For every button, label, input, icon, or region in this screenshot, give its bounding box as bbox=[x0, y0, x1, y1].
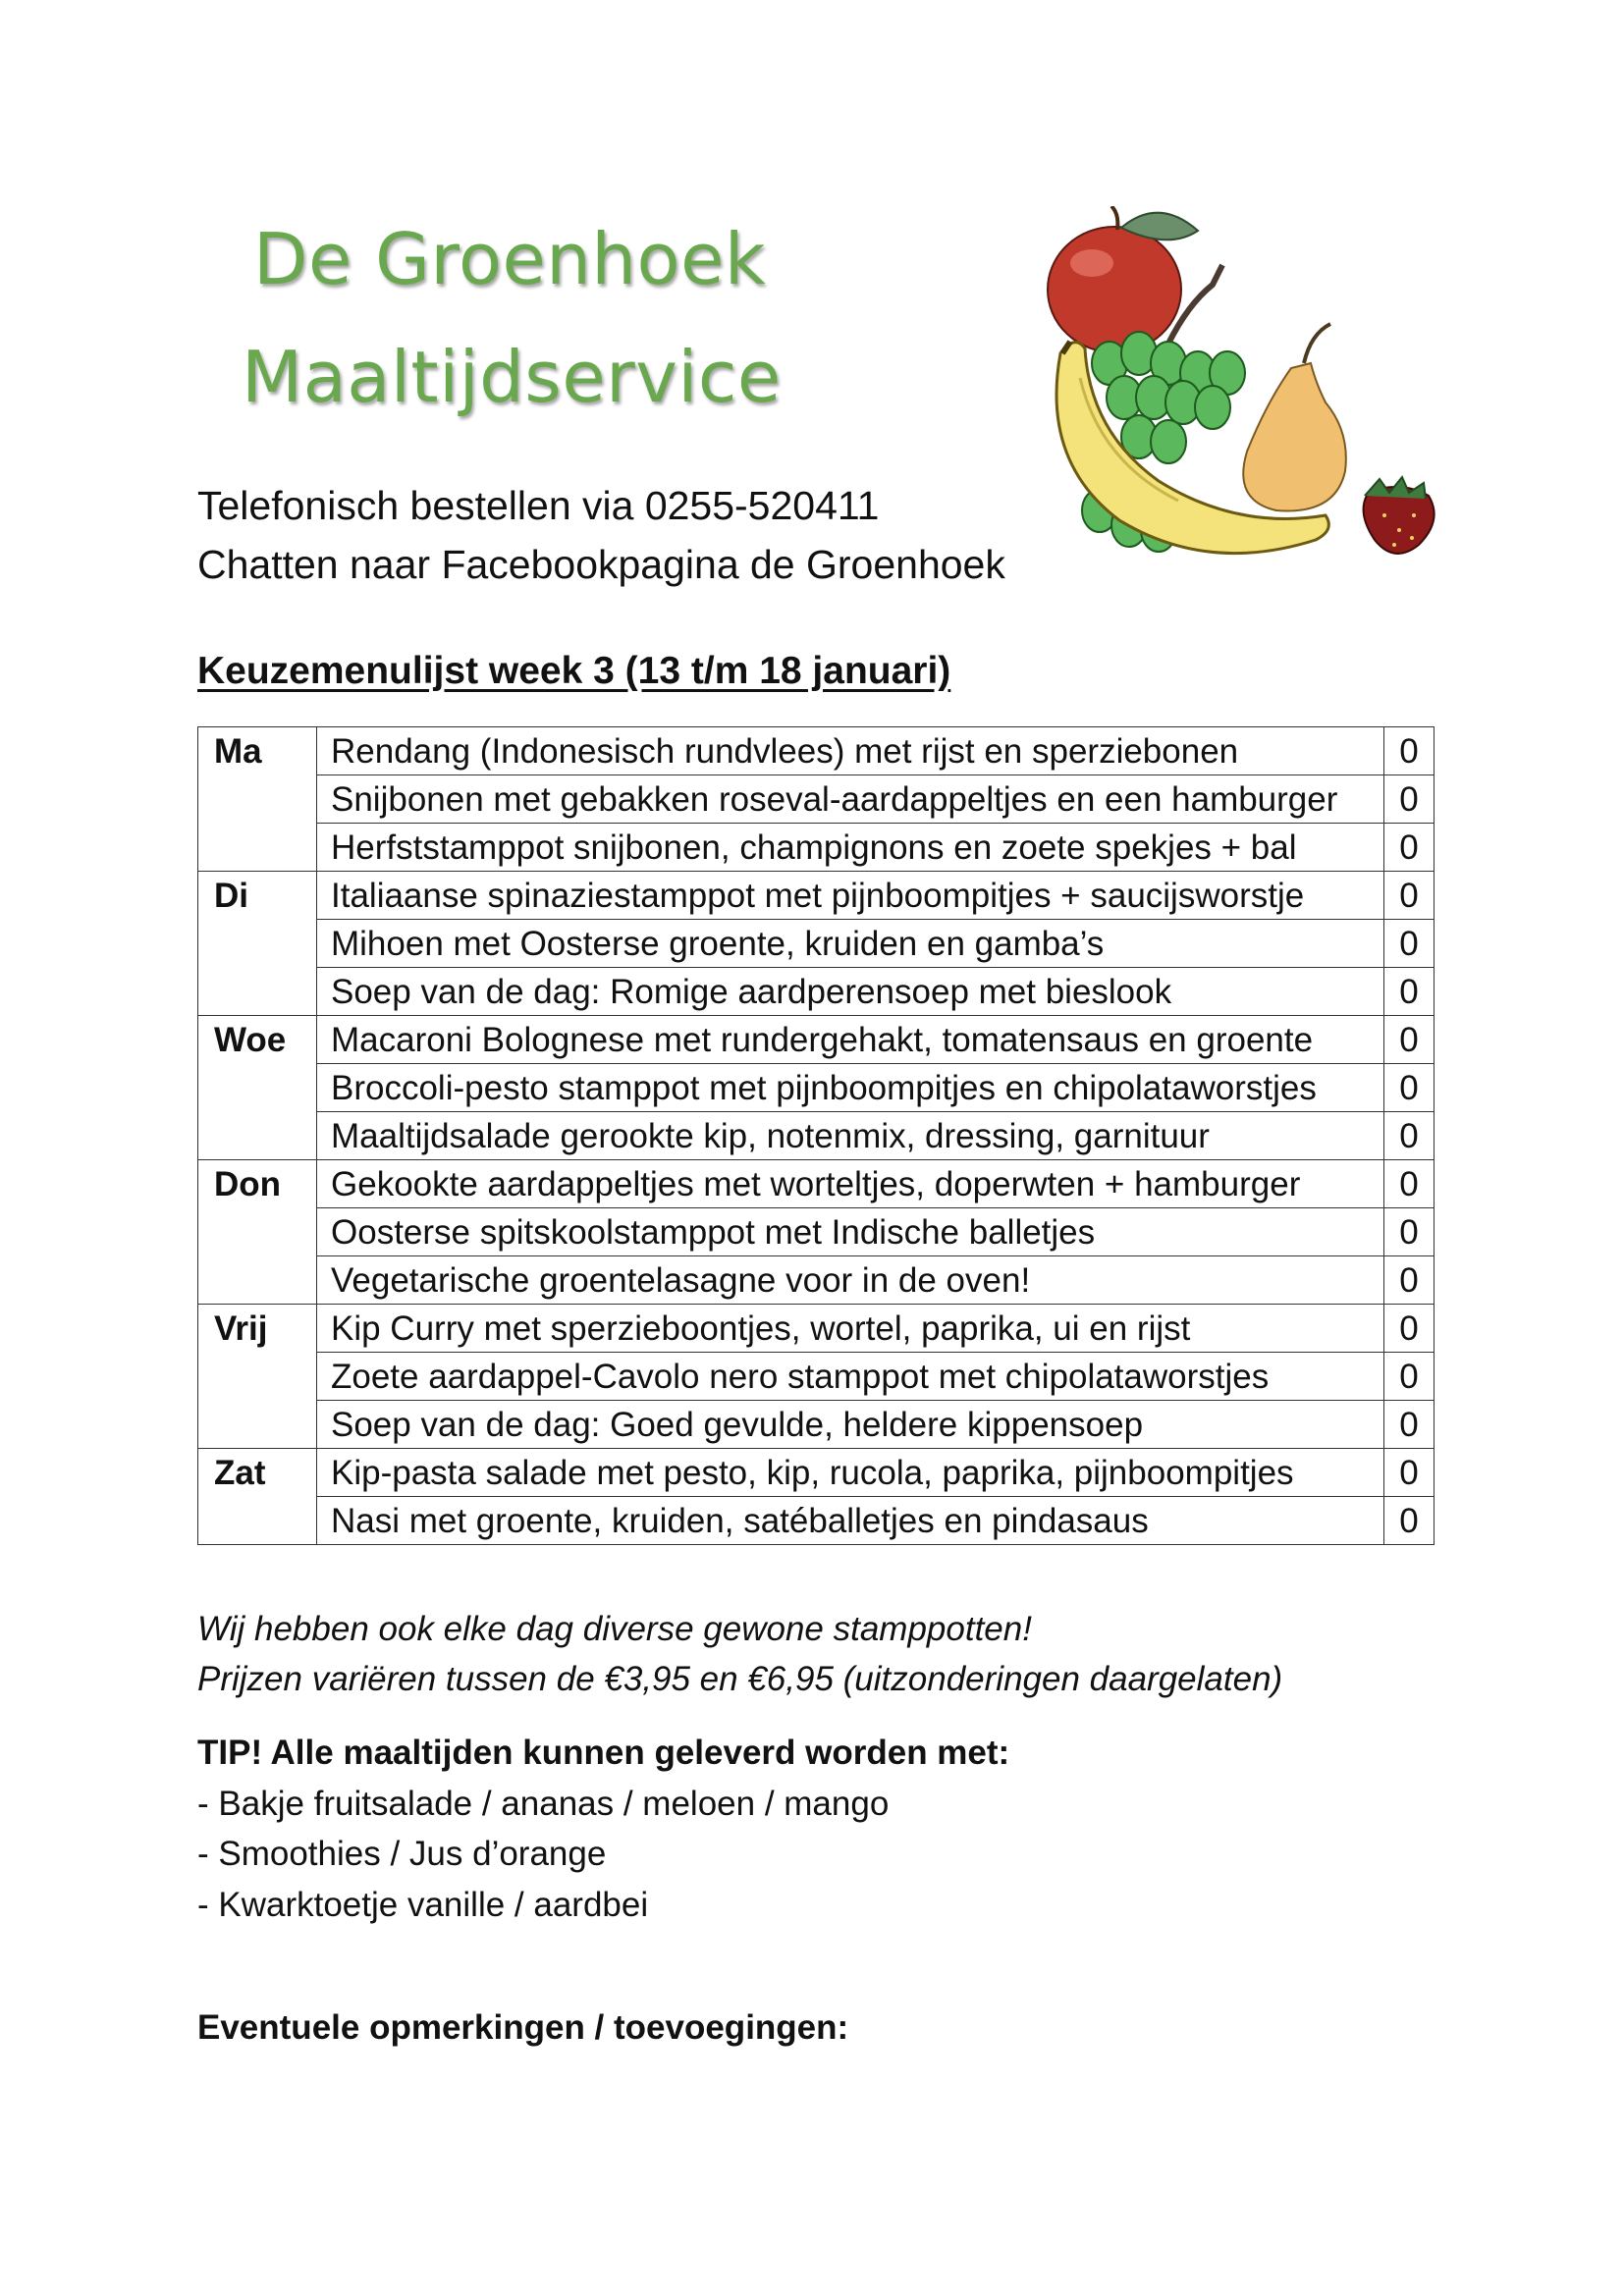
facebook-chat-line: Chatten naar Facebookpagina de Groenhoek bbox=[197, 542, 1005, 587]
phone-order-line: Telefonisch bestellen via 0255-520411 bbox=[197, 483, 880, 528]
dish-name: Oosterse spitskoolstamppot met Indische balletjes bbox=[317, 1208, 1384, 1256]
remarks-heading: Eventuele opmerkingen / toevoegingen: bbox=[197, 2008, 849, 2047]
order-quantity-field[interactable]: 0 bbox=[1384, 1401, 1435, 1449]
day-label: Vrij bbox=[198, 1305, 317, 1449]
price-note: Prijzen variëren tussen de €3,95 en €6,95 (uitzonderingen daargelaten) bbox=[197, 1660, 1283, 1698]
order-quantity-field[interactable]: 0 bbox=[1384, 1112, 1435, 1160]
day-label: Ma bbox=[198, 727, 317, 872]
dish-name: Maaltijdsalade gerookte kip, notenmix, dressing, garnituur bbox=[317, 1112, 1384, 1160]
menu-table-body bbox=[198, 727, 1435, 1545]
dish-name: Soep van de dag: Romige aardperensoep met bieslook bbox=[317, 968, 1384, 1016]
dish-name: Rendang (Indonesisch rundvlees) met rijst en sperziebonen bbox=[317, 727, 1384, 775]
dish-name: Kip-pasta salade met pesto, kip, rucola, paprika, pijnboompitjes bbox=[317, 1449, 1384, 1497]
menu-row bbox=[198, 872, 1435, 920]
menu-row bbox=[198, 1449, 1435, 1497]
menu-row bbox=[198, 1160, 1435, 1208]
dish-name: Italiaanse spinaziestamppot met pijnboompitjes + saucijsworstje bbox=[317, 872, 1384, 920]
dish-name: Mihoen met Oosterse groente, kruiden en gamba’s bbox=[317, 920, 1384, 968]
stamppot-note: Wij hebben ook elke dag diverse gewone stamppotten! bbox=[197, 1610, 1032, 1648]
menu-row bbox=[198, 1497, 1435, 1545]
menu-row bbox=[198, 1401, 1435, 1449]
day-label: Don bbox=[198, 1160, 317, 1305]
order-quantity-field[interactable]: 0 bbox=[1384, 1064, 1435, 1112]
order-quantity-field[interactable]: 0 bbox=[1384, 872, 1435, 920]
dish-name: Macaroni Bolognese met rundergehakt, tomatensaus en groente bbox=[317, 1016, 1384, 1064]
tip-item: - Bakje fruitsalade / ananas / meloen / mango bbox=[197, 1785, 890, 1823]
order-quantity-field[interactable]: 0 bbox=[1384, 727, 1435, 775]
menu-row bbox=[198, 727, 1435, 775]
menu-row bbox=[198, 1112, 1435, 1160]
menu-row bbox=[198, 1064, 1435, 1112]
day-label: Zat bbox=[198, 1449, 317, 1545]
menu-row bbox=[198, 824, 1435, 872]
menu-row bbox=[198, 1256, 1435, 1305]
order-quantity-field[interactable]: 0 bbox=[1384, 1305, 1435, 1353]
order-quantity-field[interactable]: 0 bbox=[1384, 920, 1435, 968]
order-quantity-field[interactable]: 0 bbox=[1384, 1160, 1435, 1208]
dish-name: Zoete aardappel-Cavolo nero stamppot met chipolataworstjes bbox=[317, 1353, 1384, 1401]
brand-title-line-2: Maaltijdservice bbox=[242, 336, 782, 418]
menu-row bbox=[198, 1208, 1435, 1256]
tip-heading: TIP! Alle maaltijden kunnen geleverd worden met: bbox=[197, 1734, 1010, 1772]
menu-row bbox=[198, 920, 1435, 968]
order-quantity-field[interactable]: 0 bbox=[1384, 1497, 1435, 1545]
fruit-basket-icon bbox=[1041, 206, 1443, 569]
order-quantity-field[interactable]: 0 bbox=[1384, 824, 1435, 872]
menu-row bbox=[198, 1016, 1435, 1064]
day-label: Di bbox=[198, 872, 317, 1016]
pear-icon bbox=[1243, 324, 1346, 511]
menu-row bbox=[198, 1305, 1435, 1353]
menu-table bbox=[197, 726, 1435, 1545]
order-quantity-field[interactable]: 0 bbox=[1384, 1208, 1435, 1256]
dish-name: Gekookte aardappeltjes met worteltjes, doperwten + hamburger bbox=[317, 1160, 1384, 1208]
menu-heading: Keuzemenulijst week 3 (13 t/m 18 januari) bbox=[197, 650, 951, 692]
dish-name: Soep van de dag: Goed gevulde, heldere kippensoep bbox=[317, 1401, 1384, 1449]
strawberry-icon bbox=[1364, 477, 1435, 554]
day-label: Woe bbox=[198, 1016, 317, 1160]
dish-name: Snijbonen met gebakken roseval-aardappeltjes en een hamburger bbox=[317, 775, 1384, 824]
tip-item: - Kwarktoetje vanille / aardbei bbox=[197, 1886, 649, 1924]
dish-name: Vegetarische groentelasagne voor in de oven! bbox=[317, 1256, 1384, 1305]
order-quantity-field[interactable]: 0 bbox=[1384, 1016, 1435, 1064]
dish-name: Herfststamppot snijbonen, champignons en zoete spekjes + bal bbox=[317, 824, 1384, 872]
dish-name: Kip Curry met sperzieboontjes, wortel, paprika, ui en rijst bbox=[317, 1305, 1384, 1353]
menu-row bbox=[198, 968, 1435, 1016]
order-quantity-field[interactable]: 0 bbox=[1384, 1256, 1435, 1305]
order-quantity-field[interactable]: 0 bbox=[1384, 775, 1435, 824]
order-quantity-field[interactable]: 0 bbox=[1384, 968, 1435, 1016]
dish-name: Broccoli-pesto stamppot met pijnboompitjes en chipolataworstjes bbox=[317, 1064, 1384, 1112]
order-quantity-field[interactable]: 0 bbox=[1384, 1449, 1435, 1497]
tip-item: - Smoothies / Jus d’orange bbox=[197, 1835, 607, 1873]
menu-row bbox=[198, 775, 1435, 824]
dish-name: Nasi met groente, kruiden, satéballetjes en pindasaus bbox=[317, 1497, 1384, 1545]
menu-row bbox=[198, 1353, 1435, 1401]
brand-title-line-1: De Groenhoek bbox=[253, 218, 767, 300]
order-quantity-field[interactable]: 0 bbox=[1384, 1353, 1435, 1401]
